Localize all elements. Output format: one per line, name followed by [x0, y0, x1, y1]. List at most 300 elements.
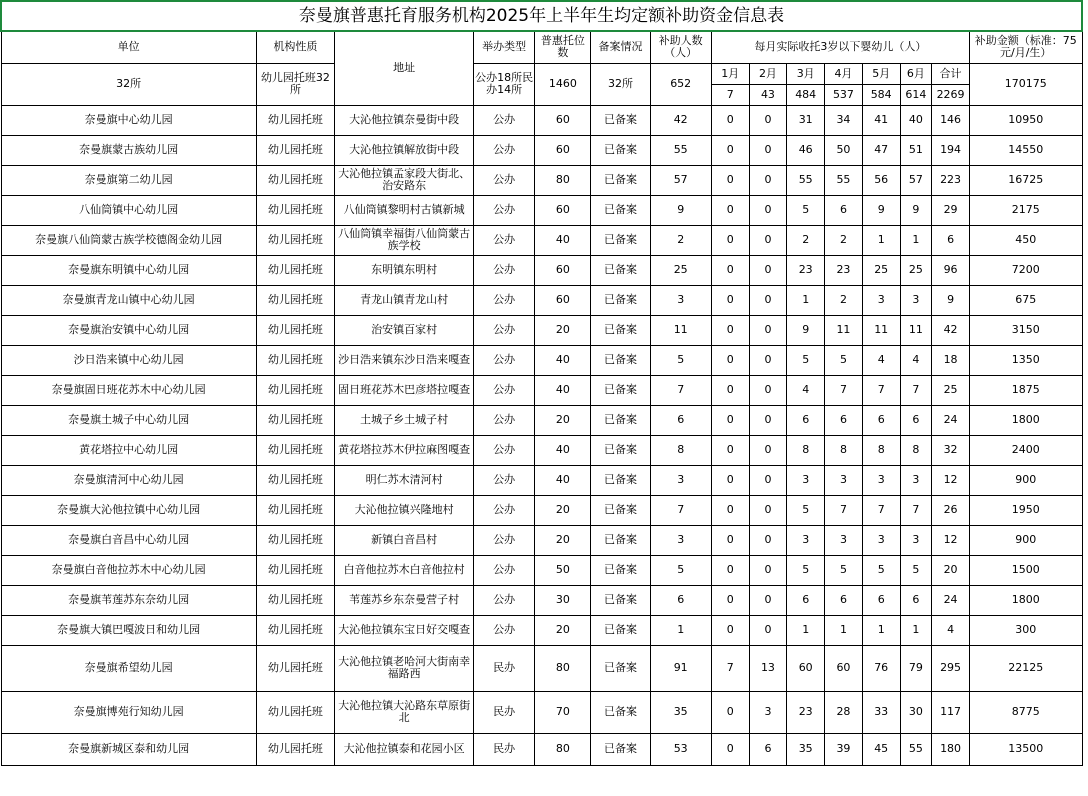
- cell-filing[interactable]: 已备案: [591, 285, 650, 315]
- cell-month-total[interactable]: 180: [932, 733, 970, 765]
- cell-seats[interactable]: 30: [535, 585, 591, 615]
- cell-month[interactable]: 13: [749, 645, 787, 691]
- cell-month[interactable]: 5: [862, 555, 900, 585]
- cell-month[interactable]: 39: [825, 733, 863, 765]
- cell-amount[interactable]: 1950: [969, 495, 1082, 525]
- cell-seats[interactable]: 40: [535, 375, 591, 405]
- cell-address[interactable]: 大沁他拉镇解放街中段: [335, 135, 474, 165]
- cell-type[interactable]: 公办: [474, 135, 535, 165]
- cell-filing[interactable]: 已备案: [591, 135, 650, 165]
- cell-address[interactable]: 新镇白音昌村: [335, 525, 474, 555]
- cell-filing[interactable]: 已备案: [591, 105, 650, 135]
- cell-month[interactable]: 5: [787, 495, 825, 525]
- cell-month[interactable]: 3: [862, 285, 900, 315]
- cell-month[interactable]: 0: [711, 225, 749, 255]
- cell-amount[interactable]: 22125: [969, 645, 1082, 691]
- cell-subsidy-count[interactable]: 25: [650, 255, 711, 285]
- sheet-title[interactable]: 奈曼旗普惠托育服务机构2025年上半年生均定额补助资金信息表: [1, 1, 1082, 31]
- cell-seats[interactable]: 40: [535, 435, 591, 465]
- cell-filing[interactable]: 已备案: [591, 345, 650, 375]
- summary-month[interactable]: 584: [862, 84, 900, 105]
- cell-address[interactable]: 大沁他拉镇老哈河大街南幸福路西: [335, 645, 474, 691]
- cell-month-total[interactable]: 26: [932, 495, 970, 525]
- cell-month[interactable]: 0: [711, 465, 749, 495]
- cell-unit-name[interactable]: 奈曼旗白音昌中心幼儿园: [1, 525, 256, 555]
- cell-month[interactable]: 3: [825, 525, 863, 555]
- cell-unit-name[interactable]: 奈曼旗希望幼儿园: [1, 645, 256, 691]
- cell-address[interactable]: 固日班花苏木巴彦塔拉嘎查: [335, 375, 474, 405]
- cell-address[interactable]: 明仁苏木清河村: [335, 465, 474, 495]
- cell-month[interactable]: 8: [825, 435, 863, 465]
- cell-month[interactable]: 6: [862, 585, 900, 615]
- cell-month[interactable]: 23: [787, 691, 825, 733]
- cell-month[interactable]: 0: [711, 405, 749, 435]
- cell-subsidy-count[interactable]: 91: [650, 645, 711, 691]
- cell-address[interactable]: 大沁他拉镇大沁路东草原街北: [335, 691, 474, 733]
- cell-type[interactable]: 公办: [474, 405, 535, 435]
- cell-unit-name[interactable]: 奈曼旗中心幼儿园: [1, 105, 256, 135]
- cell-seats[interactable]: 60: [535, 255, 591, 285]
- header-filing[interactable]: 备案情况: [591, 31, 650, 63]
- month-header[interactable]: 5月: [862, 63, 900, 84]
- cell-month[interactable]: 0: [749, 465, 787, 495]
- cell-month[interactable]: 0: [749, 555, 787, 585]
- cell-month[interactable]: 4: [900, 345, 932, 375]
- cell-month[interactable]: 0: [749, 135, 787, 165]
- cell-month[interactable]: 3: [900, 465, 932, 495]
- cell-seats[interactable]: 50: [535, 555, 591, 585]
- cell-month[interactable]: 76: [862, 645, 900, 691]
- cell-nature[interactable]: 幼儿园托班: [256, 105, 335, 135]
- cell-address[interactable]: 八仙筒镇黎明村古镇新城: [335, 195, 474, 225]
- cell-seats[interactable]: 80: [535, 733, 591, 765]
- cell-nature[interactable]: 幼儿园托班: [256, 195, 335, 225]
- cell-filing[interactable]: 已备案: [591, 315, 650, 345]
- cell-unit-name[interactable]: 八仙筒镇中心幼儿园: [1, 195, 256, 225]
- cell-filing[interactable]: 已备案: [591, 691, 650, 733]
- cell-month[interactable]: 34: [825, 105, 863, 135]
- cell-subsidy-count[interactable]: 1: [650, 615, 711, 645]
- cell-address[interactable]: 大沁他拉镇孟家段大街北、治安路东: [335, 165, 474, 195]
- cell-month[interactable]: 0: [711, 195, 749, 225]
- cell-nature[interactable]: 幼儿园托班: [256, 645, 335, 691]
- cell-unit-name[interactable]: 奈曼旗土城子中心幼儿园: [1, 405, 256, 435]
- cell-month[interactable]: 5: [825, 555, 863, 585]
- cell-seats[interactable]: 60: [535, 285, 591, 315]
- cell-month[interactable]: 0: [711, 315, 749, 345]
- cell-amount[interactable]: 14550: [969, 135, 1082, 165]
- cell-month[interactable]: 9: [862, 195, 900, 225]
- cell-month[interactable]: 6: [825, 195, 863, 225]
- cell-nature[interactable]: 幼儿园托班: [256, 165, 335, 195]
- cell-unit-name[interactable]: 沙日浩来镇中心幼儿园: [1, 345, 256, 375]
- cell-month[interactable]: 0: [711, 691, 749, 733]
- summary-filing[interactable]: 32所: [591, 63, 650, 105]
- cell-seats[interactable]: 20: [535, 525, 591, 555]
- summary-amount[interactable]: 170175: [969, 63, 1082, 105]
- cell-month[interactable]: 25: [900, 255, 932, 285]
- cell-address[interactable]: 白音他拉苏木白音他拉村: [335, 555, 474, 585]
- cell-month[interactable]: 0: [711, 495, 749, 525]
- cell-type[interactable]: 公办: [474, 555, 535, 585]
- cell-month[interactable]: 11: [862, 315, 900, 345]
- cell-amount[interactable]: 2175: [969, 195, 1082, 225]
- cell-type[interactable]: 公办: [474, 225, 535, 255]
- cell-address[interactable]: 苇莲苏乡东奈曼营子村: [335, 585, 474, 615]
- cell-filing[interactable]: 已备案: [591, 615, 650, 645]
- cell-unit-name[interactable]: 奈曼旗大镇巴嘎波日和幼儿园: [1, 615, 256, 645]
- cell-address[interactable]: 八仙筒镇幸福街八仙筒蒙古族学校: [335, 225, 474, 255]
- cell-month[interactable]: 0: [749, 615, 787, 645]
- cell-subsidy-count[interactable]: 6: [650, 585, 711, 615]
- cell-month[interactable]: 0: [711, 733, 749, 765]
- cell-unit-name[interactable]: 奈曼旗新城区泰和幼儿园: [1, 733, 256, 765]
- header-monthly[interactable]: 每月实际收托3岁以下婴幼儿（人）: [711, 31, 969, 63]
- cell-month[interactable]: 6: [749, 733, 787, 765]
- summary-type[interactable]: 公办18所民办14所: [474, 63, 535, 105]
- cell-subsidy-count[interactable]: 6: [650, 405, 711, 435]
- cell-type[interactable]: 公办: [474, 585, 535, 615]
- cell-amount[interactable]: 1500: [969, 555, 1082, 585]
- cell-month[interactable]: 31: [787, 105, 825, 135]
- cell-nature[interactable]: 幼儿园托班: [256, 255, 335, 285]
- month-header[interactable]: 4月: [825, 63, 863, 84]
- header-type[interactable]: 举办类型: [474, 31, 535, 63]
- cell-subsidy-count[interactable]: 35: [650, 691, 711, 733]
- cell-amount[interactable]: 1875: [969, 375, 1082, 405]
- cell-month[interactable]: 46: [787, 135, 825, 165]
- cell-month[interactable]: 0: [711, 135, 749, 165]
- cell-month[interactable]: 3: [900, 525, 932, 555]
- cell-amount[interactable]: 900: [969, 525, 1082, 555]
- cell-nature[interactable]: 幼儿园托班: [256, 555, 335, 585]
- cell-month[interactable]: 7: [711, 645, 749, 691]
- summary-seats[interactable]: 1460: [535, 63, 591, 105]
- cell-month[interactable]: 0: [749, 255, 787, 285]
- cell-type[interactable]: 公办: [474, 495, 535, 525]
- cell-address[interactable]: 土城子乡土城子村: [335, 405, 474, 435]
- cell-month[interactable]: 0: [749, 345, 787, 375]
- cell-month[interactable]: 2: [825, 285, 863, 315]
- cell-month[interactable]: 51: [900, 135, 932, 165]
- cell-unit-name[interactable]: 奈曼旗清河中心幼儿园: [1, 465, 256, 495]
- cell-month-total[interactable]: 96: [932, 255, 970, 285]
- cell-subsidy-count[interactable]: 11: [650, 315, 711, 345]
- cell-seats[interactable]: 60: [535, 105, 591, 135]
- cell-month[interactable]: 0: [711, 165, 749, 195]
- cell-month[interactable]: 0: [749, 105, 787, 135]
- cell-type[interactable]: 公办: [474, 435, 535, 465]
- cell-month-total[interactable]: 6: [932, 225, 970, 255]
- cell-unit-name[interactable]: 奈曼旗东明镇中心幼儿园: [1, 255, 256, 285]
- cell-subsidy-count[interactable]: 53: [650, 733, 711, 765]
- cell-month[interactable]: 0: [711, 435, 749, 465]
- cell-subsidy-count[interactable]: 5: [650, 345, 711, 375]
- cell-month-total[interactable]: 4: [932, 615, 970, 645]
- month-header[interactable]: 6月: [900, 63, 932, 84]
- cell-month[interactable]: 6: [825, 405, 863, 435]
- header-subsidy-count[interactable]: 补助人数（人）: [650, 31, 711, 63]
- cell-month-total[interactable]: 24: [932, 585, 970, 615]
- cell-month[interactable]: 1: [825, 615, 863, 645]
- cell-month[interactable]: 0: [749, 375, 787, 405]
- cell-month[interactable]: 55: [787, 165, 825, 195]
- cell-filing[interactable]: 已备案: [591, 495, 650, 525]
- cell-address[interactable]: 东明镇东明村: [335, 255, 474, 285]
- cell-nature[interactable]: 幼儿园托班: [256, 733, 335, 765]
- cell-subsidy-count[interactable]: 55: [650, 135, 711, 165]
- cell-subsidy-count[interactable]: 2: [650, 225, 711, 255]
- cell-seats[interactable]: 40: [535, 345, 591, 375]
- cell-month[interactable]: 0: [749, 525, 787, 555]
- cell-amount[interactable]: 10950: [969, 105, 1082, 135]
- cell-nature[interactable]: 幼儿园托班: [256, 315, 335, 345]
- month-header-total[interactable]: 合计: [932, 63, 970, 84]
- cell-month[interactable]: 45: [862, 733, 900, 765]
- summary-month-total[interactable]: 2269: [932, 84, 970, 105]
- cell-month[interactable]: 0: [711, 555, 749, 585]
- cell-subsidy-count[interactable]: 8: [650, 435, 711, 465]
- summary-subsidy-count[interactable]: 652: [650, 63, 711, 105]
- cell-month[interactable]: 6: [862, 405, 900, 435]
- cell-type[interactable]: 公办: [474, 345, 535, 375]
- cell-month[interactable]: 8: [862, 435, 900, 465]
- cell-month-total[interactable]: 194: [932, 135, 970, 165]
- cell-month[interactable]: 6: [825, 585, 863, 615]
- cell-subsidy-count[interactable]: 3: [650, 465, 711, 495]
- cell-month-total[interactable]: 12: [932, 525, 970, 555]
- cell-month[interactable]: 0: [749, 435, 787, 465]
- cell-month[interactable]: 0: [711, 285, 749, 315]
- cell-nature[interactable]: 幼儿园托班: [256, 465, 335, 495]
- summary-month[interactable]: 614: [900, 84, 932, 105]
- cell-month[interactable]: 7: [900, 375, 932, 405]
- cell-seats[interactable]: 20: [535, 495, 591, 525]
- cell-unit-name[interactable]: 奈曼旗八仙筒蒙古族学校德阁金幼儿园: [1, 225, 256, 255]
- cell-address[interactable]: 青龙山镇青龙山村: [335, 285, 474, 315]
- cell-month-total[interactable]: 20: [932, 555, 970, 585]
- month-header[interactable]: 2月: [749, 63, 787, 84]
- cell-nature[interactable]: 幼儿园托班: [256, 345, 335, 375]
- cell-type[interactable]: 民办: [474, 733, 535, 765]
- month-header[interactable]: 3月: [787, 63, 825, 84]
- cell-month[interactable]: 0: [749, 285, 787, 315]
- cell-filing[interactable]: 已备案: [591, 525, 650, 555]
- cell-amount[interactable]: 450: [969, 225, 1082, 255]
- cell-amount[interactable]: 1800: [969, 585, 1082, 615]
- cell-month[interactable]: 0: [711, 105, 749, 135]
- cell-subsidy-count[interactable]: 3: [650, 285, 711, 315]
- cell-month-total[interactable]: 223: [932, 165, 970, 195]
- cell-month[interactable]: 8: [787, 435, 825, 465]
- cell-month[interactable]: 55: [825, 165, 863, 195]
- cell-address[interactable]: 黄花塔拉苏木伊拉麻图嘎查: [335, 435, 474, 465]
- cell-amount[interactable]: 2400: [969, 435, 1082, 465]
- cell-month[interactable]: 0: [749, 495, 787, 525]
- cell-seats[interactable]: 20: [535, 315, 591, 345]
- cell-month[interactable]: 5: [825, 345, 863, 375]
- cell-amount[interactable]: 7200: [969, 255, 1082, 285]
- cell-unit-name[interactable]: 黄花塔拉中心幼儿园: [1, 435, 256, 465]
- cell-month[interactable]: 7: [862, 375, 900, 405]
- cell-month[interactable]: 3: [825, 465, 863, 495]
- cell-nature[interactable]: 幼儿园托班: [256, 615, 335, 645]
- cell-month[interactable]: 3: [900, 285, 932, 315]
- cell-nature[interactable]: 幼儿园托班: [256, 495, 335, 525]
- cell-amount[interactable]: 8775: [969, 691, 1082, 733]
- cell-month[interactable]: 40: [900, 105, 932, 135]
- cell-filing[interactable]: 已备案: [591, 555, 650, 585]
- header-unit[interactable]: 单位: [1, 31, 256, 63]
- cell-nature[interactable]: 幼儿园托班: [256, 135, 335, 165]
- month-header[interactable]: 1月: [711, 63, 749, 84]
- cell-month-total[interactable]: 9: [932, 285, 970, 315]
- cell-month-total[interactable]: 24: [932, 405, 970, 435]
- cell-seats[interactable]: 40: [535, 465, 591, 495]
- cell-month[interactable]: 5: [787, 345, 825, 375]
- cell-month[interactable]: 60: [787, 645, 825, 691]
- cell-amount[interactable]: 16725: [969, 165, 1082, 195]
- cell-month-total[interactable]: 32: [932, 435, 970, 465]
- cell-type[interactable]: 公办: [474, 195, 535, 225]
- cell-month[interactable]: 6: [900, 405, 932, 435]
- cell-amount[interactable]: 1350: [969, 345, 1082, 375]
- cell-unit-name[interactable]: 奈曼旗博苑行知幼儿园: [1, 691, 256, 733]
- cell-subsidy-count[interactable]: 57: [650, 165, 711, 195]
- cell-month[interactable]: 0: [711, 525, 749, 555]
- cell-month[interactable]: 60: [825, 645, 863, 691]
- cell-seats[interactable]: 60: [535, 135, 591, 165]
- cell-month[interactable]: 3: [862, 525, 900, 555]
- cell-month[interactable]: 1: [862, 615, 900, 645]
- cell-filing[interactable]: 已备案: [591, 733, 650, 765]
- cell-nature[interactable]: 幼儿园托班: [256, 225, 335, 255]
- cell-month[interactable]: 0: [711, 615, 749, 645]
- cell-filing[interactable]: 已备案: [591, 645, 650, 691]
- cell-month[interactable]: 56: [862, 165, 900, 195]
- cell-month-total[interactable]: 12: [932, 465, 970, 495]
- cell-nature[interactable]: 幼儿园托班: [256, 525, 335, 555]
- cell-type[interactable]: 公办: [474, 315, 535, 345]
- cell-month[interactable]: 11: [900, 315, 932, 345]
- cell-unit-name[interactable]: 奈曼旗白音他拉苏木中心幼儿园: [1, 555, 256, 585]
- cell-month-total[interactable]: 25: [932, 375, 970, 405]
- cell-month[interactable]: 30: [900, 691, 932, 733]
- cell-seats[interactable]: 20: [535, 405, 591, 435]
- cell-unit-name[interactable]: 奈曼旗苇莲苏东奈幼儿园: [1, 585, 256, 615]
- cell-unit-name[interactable]: 奈曼旗固日班花苏木中心幼儿园: [1, 375, 256, 405]
- cell-month[interactable]: 9: [900, 195, 932, 225]
- cell-filing[interactable]: 已备案: [591, 255, 650, 285]
- cell-type[interactable]: 民办: [474, 645, 535, 691]
- cell-month-total[interactable]: 29: [932, 195, 970, 225]
- cell-subsidy-count[interactable]: 5: [650, 555, 711, 585]
- cell-month[interactable]: 2: [825, 225, 863, 255]
- cell-month[interactable]: 33: [862, 691, 900, 733]
- cell-seats[interactable]: 40: [535, 225, 591, 255]
- cell-amount[interactable]: 300: [969, 615, 1082, 645]
- cell-subsidy-count[interactable]: 7: [650, 495, 711, 525]
- cell-filing[interactable]: 已备案: [591, 405, 650, 435]
- cell-type[interactable]: 公办: [474, 525, 535, 555]
- cell-month[interactable]: 11: [825, 315, 863, 345]
- cell-address[interactable]: 大沁他拉镇奈曼街中段: [335, 105, 474, 135]
- cell-month[interactable]: 0: [749, 315, 787, 345]
- cell-month[interactable]: 23: [825, 255, 863, 285]
- cell-seats[interactable]: 70: [535, 691, 591, 733]
- cell-address[interactable]: 沙日浩来镇东沙日浩来嘎查: [335, 345, 474, 375]
- cell-unit-name[interactable]: 奈曼旗蒙古族幼儿园: [1, 135, 256, 165]
- cell-type[interactable]: 公办: [474, 615, 535, 645]
- cell-filing[interactable]: 已备案: [591, 165, 650, 195]
- cell-seats[interactable]: 20: [535, 615, 591, 645]
- cell-month[interactable]: 23: [787, 255, 825, 285]
- cell-address[interactable]: 治安镇百家村: [335, 315, 474, 345]
- cell-month[interactable]: 25: [862, 255, 900, 285]
- cell-month[interactable]: 35: [787, 733, 825, 765]
- cell-month[interactable]: 0: [749, 165, 787, 195]
- cell-type[interactable]: 民办: [474, 691, 535, 733]
- summary-nature[interactable]: 幼儿园托班32所: [256, 63, 335, 105]
- cell-nature[interactable]: 幼儿园托班: [256, 691, 335, 733]
- cell-month[interactable]: 0: [749, 405, 787, 435]
- cell-month[interactable]: 41: [862, 105, 900, 135]
- cell-month[interactable]: 55: [900, 733, 932, 765]
- cell-month[interactable]: 9: [787, 315, 825, 345]
- cell-month[interactable]: 47: [862, 135, 900, 165]
- cell-month[interactable]: 28: [825, 691, 863, 733]
- header-seats[interactable]: 普惠托位数: [535, 31, 591, 63]
- cell-seats[interactable]: 60: [535, 195, 591, 225]
- cell-month-total[interactable]: 146: [932, 105, 970, 135]
- summary-unit[interactable]: 32所: [1, 63, 256, 105]
- cell-seats[interactable]: 80: [535, 165, 591, 195]
- cell-month[interactable]: 5: [787, 555, 825, 585]
- cell-address[interactable]: 大沁他拉镇泰和花园小区: [335, 733, 474, 765]
- cell-month[interactable]: 4: [787, 375, 825, 405]
- cell-month[interactable]: 2: [787, 225, 825, 255]
- cell-address[interactable]: 大沁他拉镇东宝日好交嘎查: [335, 615, 474, 645]
- cell-amount[interactable]: 900: [969, 465, 1082, 495]
- cell-month-total[interactable]: 295: [932, 645, 970, 691]
- cell-month[interactable]: 7: [825, 375, 863, 405]
- cell-subsidy-count[interactable]: 42: [650, 105, 711, 135]
- cell-month[interactable]: 0: [749, 195, 787, 225]
- cell-month[interactable]: 7: [862, 495, 900, 525]
- cell-month[interactable]: 79: [900, 645, 932, 691]
- cell-month[interactable]: 1: [900, 615, 932, 645]
- cell-month[interactable]: 3: [787, 525, 825, 555]
- cell-nature[interactable]: 幼儿园托班: [256, 435, 335, 465]
- cell-month[interactable]: 3: [787, 465, 825, 495]
- cell-month[interactable]: 3: [862, 465, 900, 495]
- cell-month-total[interactable]: 18: [932, 345, 970, 375]
- cell-month[interactable]: 1: [900, 225, 932, 255]
- cell-nature[interactable]: 幼儿园托班: [256, 375, 335, 405]
- cell-amount[interactable]: 3150: [969, 315, 1082, 345]
- cell-type[interactable]: 公办: [474, 285, 535, 315]
- cell-unit-name[interactable]: 奈曼旗青龙山镇中心幼儿园: [1, 285, 256, 315]
- cell-subsidy-count[interactable]: 7: [650, 375, 711, 405]
- cell-filing[interactable]: 已备案: [591, 585, 650, 615]
- cell-amount[interactable]: 675: [969, 285, 1082, 315]
- summary-month[interactable]: 43: [749, 84, 787, 105]
- cell-seats[interactable]: 80: [535, 645, 591, 691]
- cell-filing[interactable]: 已备案: [591, 375, 650, 405]
- cell-unit-name[interactable]: 奈曼旗大沁他拉镇中心幼儿园: [1, 495, 256, 525]
- cell-subsidy-count[interactable]: 9: [650, 195, 711, 225]
- cell-month[interactable]: 6: [787, 585, 825, 615]
